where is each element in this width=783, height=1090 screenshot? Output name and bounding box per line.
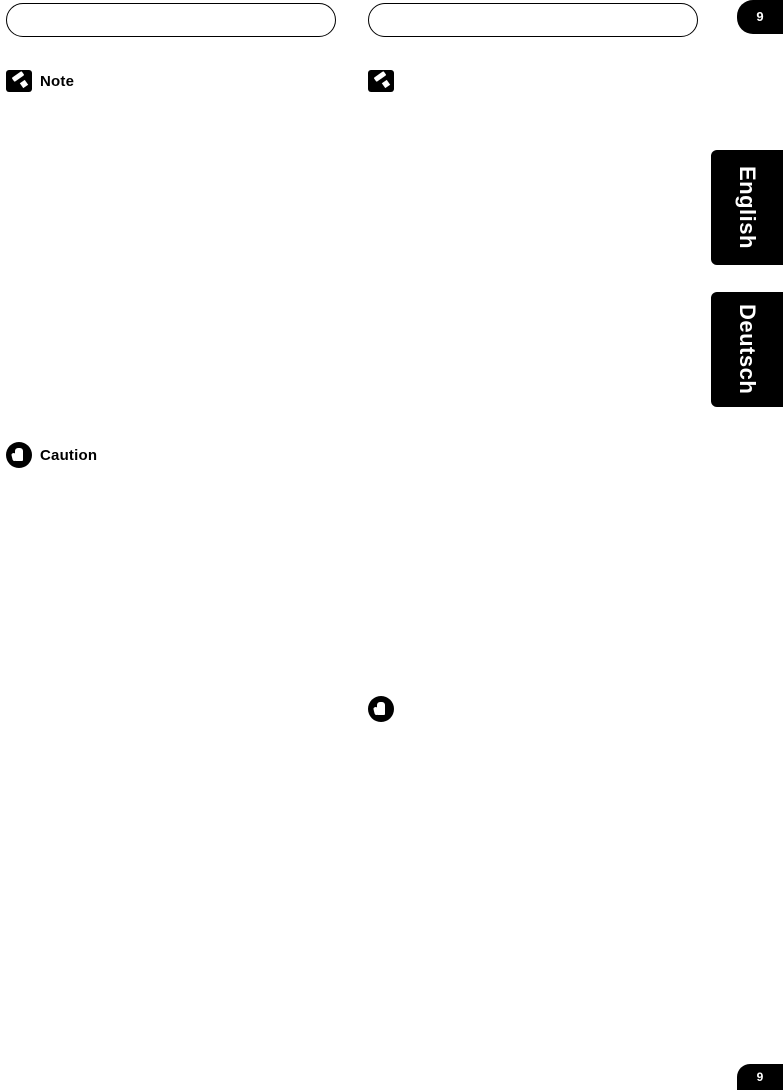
content-gap bbox=[6, 102, 336, 402]
language-tab-english-label: English bbox=[735, 166, 760, 249]
note-icon bbox=[6, 70, 32, 92]
content-gap bbox=[368, 642, 698, 682]
page-number-top: 9 bbox=[756, 9, 764, 24]
left-column bbox=[6, 70, 336, 478]
header-capsule-left bbox=[6, 3, 336, 37]
note-icon bbox=[368, 70, 394, 92]
caution-icon bbox=[368, 696, 394, 722]
right-column bbox=[368, 70, 698, 732]
note-callout-right bbox=[368, 70, 698, 92]
page-number-tab-bottom bbox=[737, 1064, 783, 1090]
note-callout-label: Note bbox=[40, 72, 75, 90]
content-gap bbox=[368, 522, 698, 642]
header-capsule-right bbox=[368, 3, 698, 37]
page-number-tab-top bbox=[737, 0, 783, 34]
language-tab-deutsch-label: Deutsch bbox=[735, 304, 760, 395]
content-gap bbox=[368, 402, 698, 522]
caution-icon bbox=[6, 442, 32, 468]
caution-callout-left bbox=[6, 442, 336, 468]
page-number-bottom: 9 bbox=[756, 1070, 764, 1084]
content-gap bbox=[368, 682, 698, 696]
language-tab-deutsch[interactable] bbox=[711, 292, 783, 407]
caution-callout-label: Caution bbox=[40, 446, 98, 464]
note-callout-left bbox=[6, 70, 336, 92]
content-gap bbox=[6, 402, 336, 442]
content-gap bbox=[368, 102, 698, 402]
language-tab-english[interactable] bbox=[711, 150, 783, 265]
caution-callout-right bbox=[368, 696, 698, 722]
